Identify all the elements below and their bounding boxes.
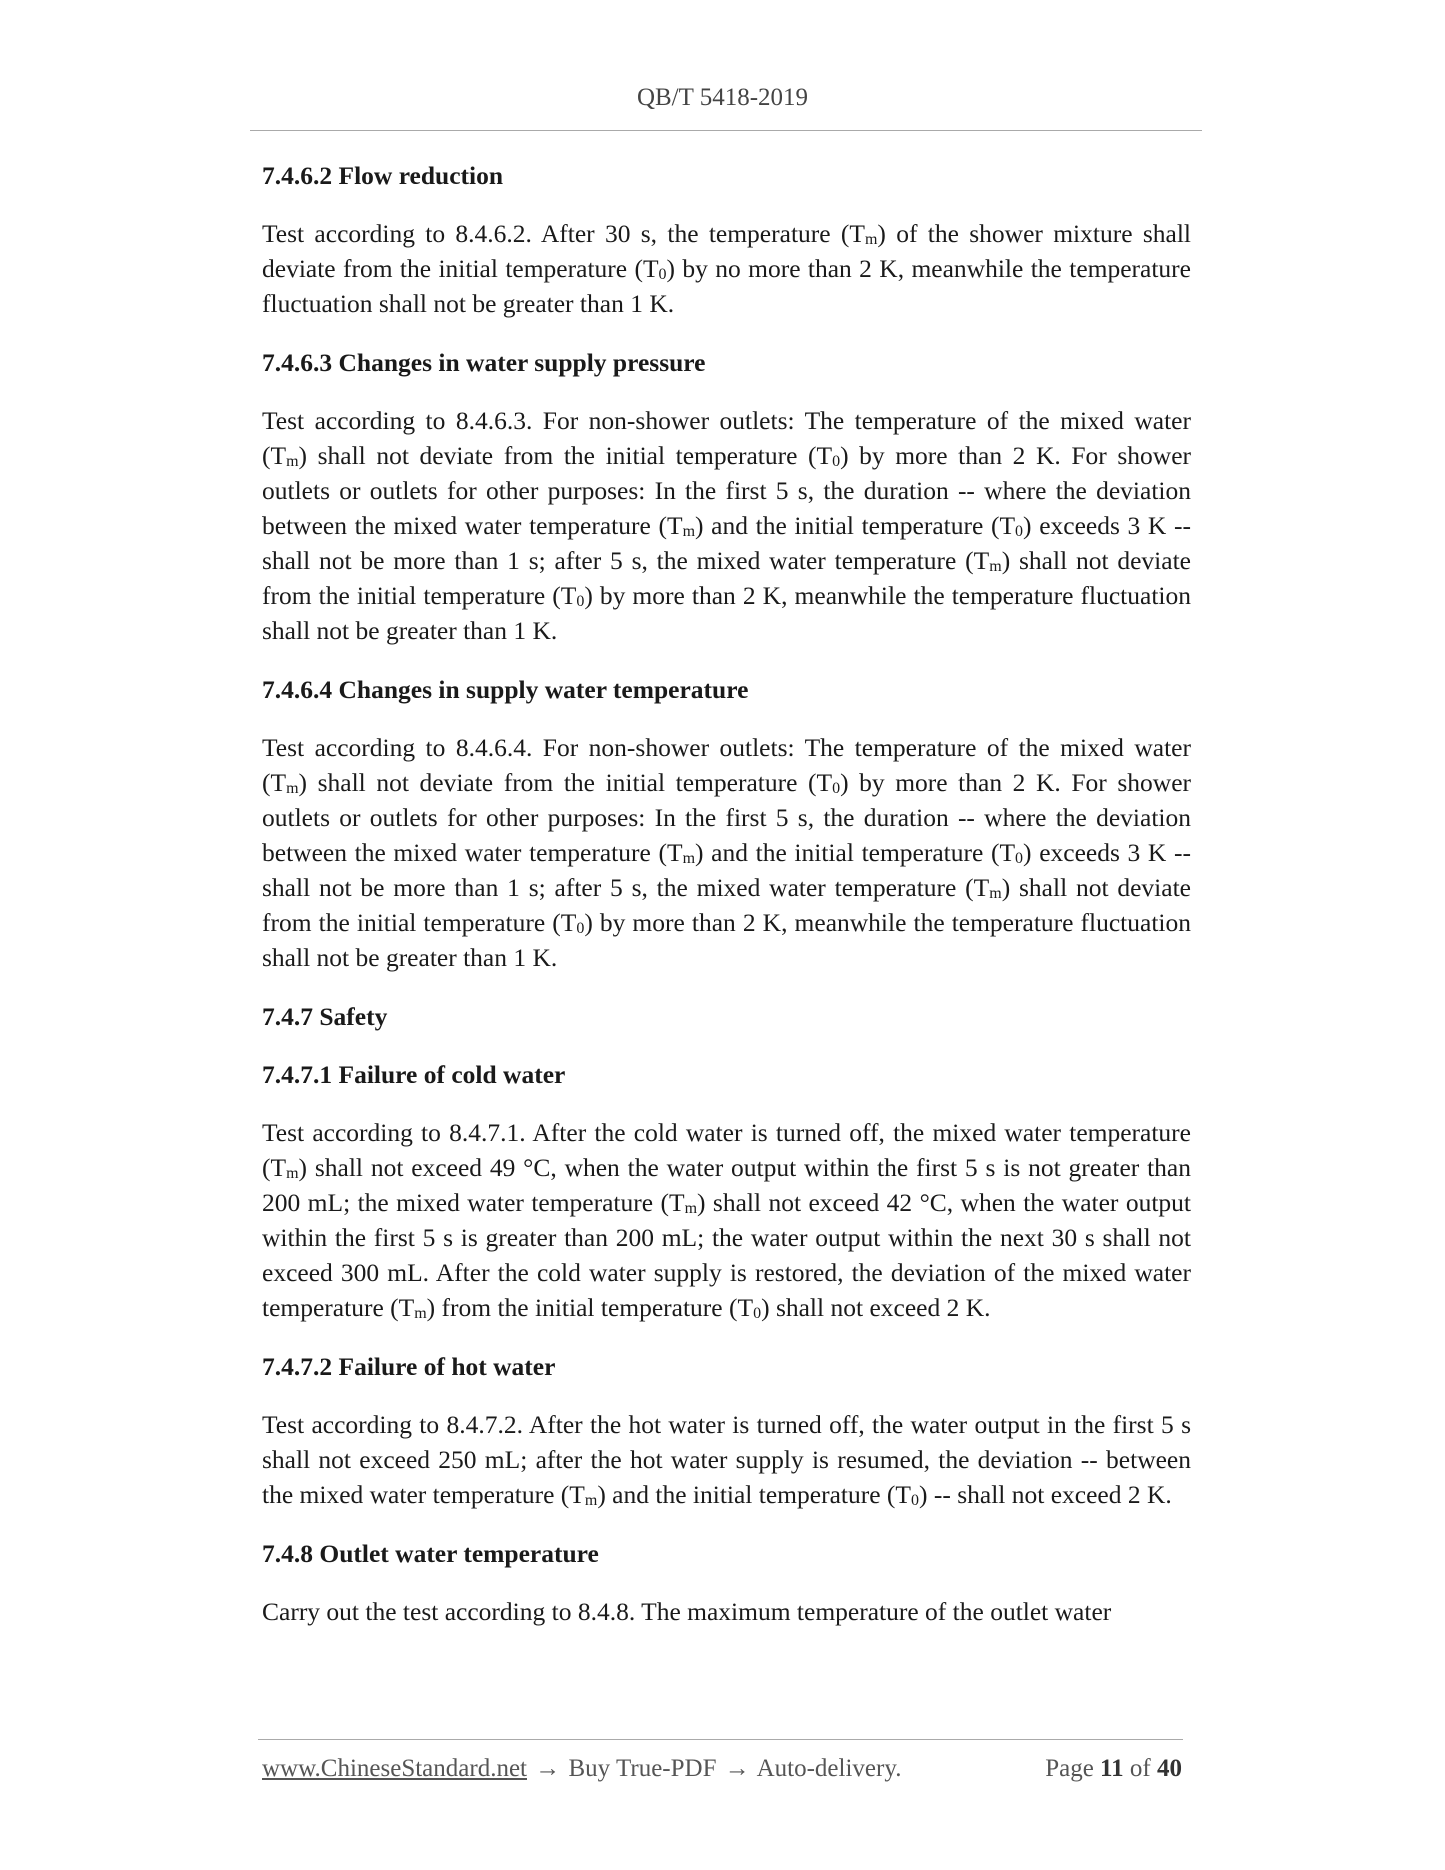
paragraph-text: Test according to 8.4.6.2. After 30 s, the temperature (T [262, 219, 865, 248]
subscript: m [684, 1200, 698, 1217]
subscript: m [989, 885, 1002, 902]
paragraph-text: ) shall not exceed 42 °C, when the water output within the first 5 s is greater than 200 mL; the water output within the next 30 s shall not exceed 300 mL. After the cold water supply is restored, the deviation of the mixed water temperature (T [262, 1188, 1191, 1322]
paragraph-text: Test according to 8.4.7.2. After the hot water is turned off, the water output in the first 5 s shall not exceed 250 mL; after the hot water supply is resumed, the deviation -- between the mixed water temperature (T [262, 1410, 1191, 1509]
section-paragraph [262, 1407, 1191, 1512]
paragraph-text: Carry out the test according to 8.4.8. The maximum temperature of the outlet water [262, 1597, 1112, 1626]
paragraph-text: ) by more than 2 K, meanwhile the temperature fluctuation shall not be greater than 1 K. [262, 908, 1191, 972]
paragraph-text: ) and the initial temperature (T [695, 511, 1016, 540]
paragraph-text: ) shall not deviate from the initial temperature (T [262, 546, 1191, 610]
section-paragraph [262, 730, 1191, 975]
subscript: m [286, 780, 299, 797]
subscript: 0 [576, 593, 585, 610]
paragraph-text: ) shall not deviate from the initial temperature (T [262, 873, 1191, 937]
subscript: m [864, 231, 878, 248]
subscript: 0 [832, 453, 841, 470]
subscript: 0 [576, 920, 585, 937]
paragraph-text: ) by more than 2 K, meanwhile the temperature fluctuation shall not be greater than 1 K. [262, 581, 1191, 645]
auto-delivery-text: Auto-delivery. [756, 1755, 902, 1782]
page-current: 11 [1100, 1755, 1124, 1782]
paragraph-text: ) exceeds 3 K -- shall not be more than 1 s; after 5 s, the mixed water temperature (T [262, 511, 1191, 575]
paragraph-text: Test according to 8.4.6.4. For non-shower outlets: The temperature of the mixed water (T [262, 733, 1191, 797]
arrow-right-icon: → [535, 1755, 561, 1782]
subscript: 0 [832, 780, 841, 797]
buy-true-pdf-text: Buy True-PDF [568, 1755, 717, 1782]
footer-links [262, 1755, 901, 1783]
header-divider [250, 130, 1202, 131]
section-heading: 7.4.7.2 Failure of hot water [262, 1352, 556, 1381]
subscript: m [682, 850, 696, 867]
paragraph-text: ) -- shall not exceed 2 K. [918, 1480, 1172, 1509]
page-footer [262, 1755, 1182, 1791]
subscript: m [286, 453, 299, 470]
page-number [1045, 1755, 1182, 1783]
section-heading: 7.4.7 Safety [262, 1002, 388, 1031]
paragraph-text: ) of the shower mixture shall deviate from the initial temperature (T [262, 219, 1191, 283]
subscript: 0 [1015, 850, 1024, 867]
section-paragraph [262, 403, 1191, 648]
paragraph-text: ) shall not exceed 49 °C, when the water output within the first 5 s is not greater than 200 mL; the mixed water temperature (T [262, 1153, 1191, 1217]
subscript: 0 [753, 1305, 762, 1322]
paragraph-text: ) by more than 2 K. For shower outlets or outlets for other purposes: In the first 5 s, the duration -- where the deviation between the mixed water temperature (T [262, 768, 1192, 867]
page-total: 40 [1157, 1755, 1182, 1782]
subscript: m [286, 1165, 299, 1182]
section-heading: 7.4.6.3 Changes in water supply pressure [262, 348, 706, 377]
paragraph-text: ) by no more than 2 K, meanwhile the temperature fluctuation shall not be greater than 1 K. [262, 254, 1191, 318]
subscript: m [682, 523, 696, 540]
section-heading: 7.4.8 Outlet water temperature [262, 1539, 599, 1568]
subscript: 0 [910, 1492, 919, 1509]
section-paragraph [262, 216, 1191, 321]
paragraph-text: ) from the initial temperature (T [426, 1293, 754, 1322]
section-paragraph [262, 1115, 1191, 1325]
subscript: m [414, 1305, 427, 1322]
paragraph-text: ) exceeds 3 K -- shall not be more than 1 s; after 5 s, the mixed water temperature (T [262, 838, 1191, 902]
document-id-header: QB/T 5418-2019 [636, 84, 809, 111]
document-body [262, 158, 1191, 1653]
section-heading: 7.4.6.2 Flow reduction [262, 161, 504, 190]
subscript: 0 [1015, 523, 1024, 540]
section-heading: 7.4.7.1 Failure of cold water [262, 1060, 566, 1089]
paragraph-text: Test according to 8.4.6.3. For non-shower outlets: The temperature of the mixed water (T [262, 406, 1191, 470]
paragraph-text: ) shall not exceed 2 K. [761, 1293, 991, 1322]
subscript: 0 [658, 266, 667, 283]
paragraph-text: ) shall not deviate from the initial temperature (T [298, 768, 833, 797]
paragraph-text: ) and the initial temperature (T [597, 1480, 911, 1509]
section-paragraph [262, 1594, 1191, 1629]
section-heading: 7.4.6.4 Changes in supply water temperature [262, 675, 749, 704]
subscript: m [989, 558, 1002, 575]
paragraph-text: ) shall not deviate from the initial temperature (T [298, 441, 833, 470]
footer-divider [258, 1739, 1183, 1740]
page-of: of [1129, 1755, 1151, 1782]
website-link[interactable]: www.ChineseStandard.net [262, 1755, 527, 1782]
paragraph-text: Test according to 8.4.7.1. After the cold water is turned off, the mixed water temperature (T [262, 1118, 1191, 1182]
subscript: m [584, 1492, 598, 1509]
paragraph-text: ) by more than 2 K. For shower outlets or outlets for other purposes: In the first 5 s, the duration -- where the deviation between the mixed water temperature (T [262, 441, 1192, 540]
page-prefix: Page [1045, 1755, 1094, 1782]
arrow-right-icon: → [724, 1755, 750, 1782]
paragraph-text: ) and the initial temperature (T [695, 838, 1016, 867]
